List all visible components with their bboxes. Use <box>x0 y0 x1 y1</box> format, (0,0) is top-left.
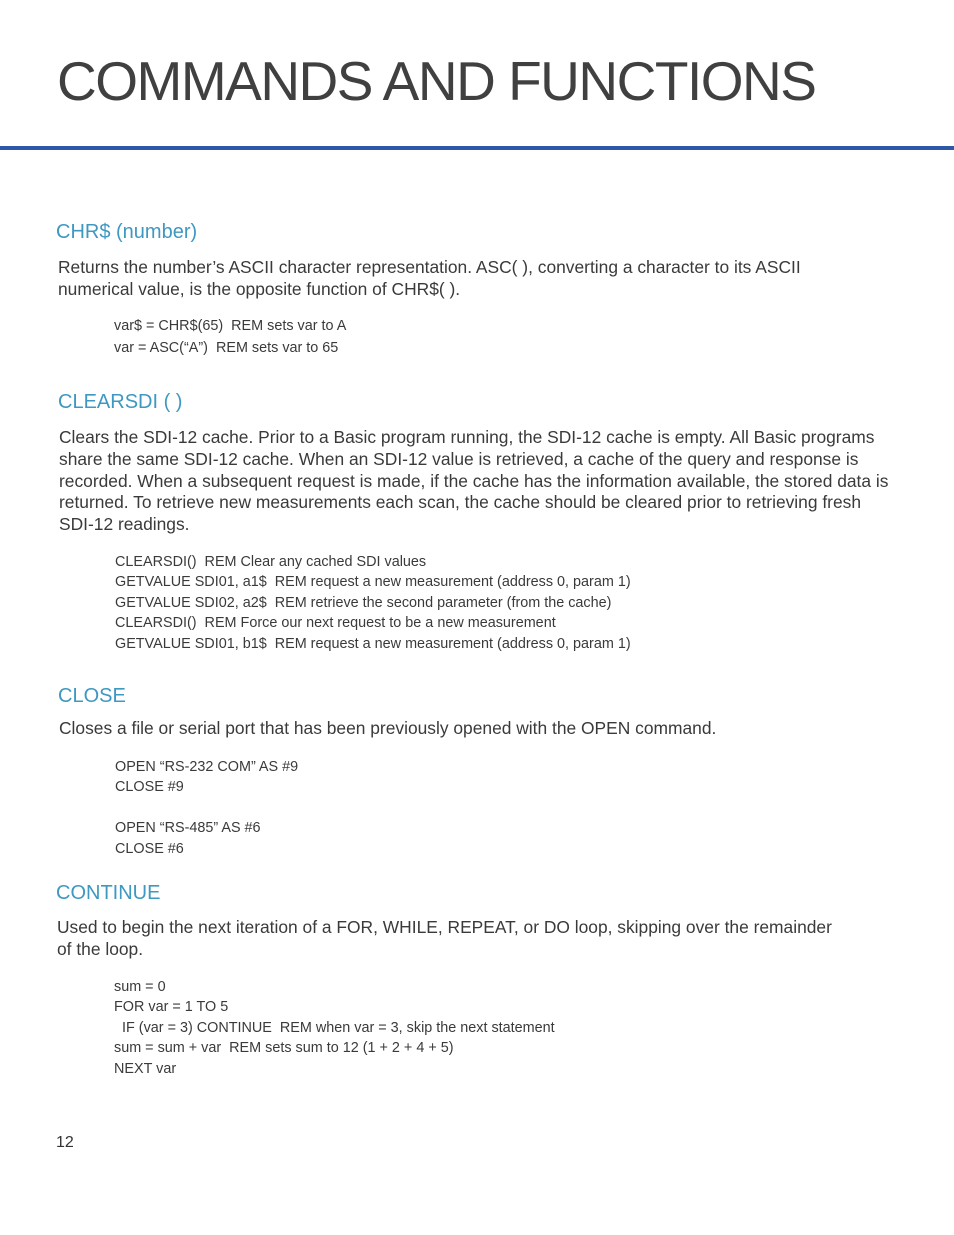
code-example-chr <box>114 315 346 359</box>
code-line: GETVALUE SDI01, b1$ REM request a new measurement (address 0, param 1) <box>115 635 631 652</box>
section-heading-close: CLOSE <box>58 685 126 707</box>
code-line: CLOSE #6 <box>115 840 184 857</box>
section-description-close: Closes a file or serial port that has been previously opened with the OPEN command. <box>59 718 717 738</box>
code-line: var$ = CHR$(65) REM sets var to A <box>114 318 347 334</box>
code-example-continue <box>114 977 555 1079</box>
code-line: sum = 0 <box>114 979 166 995</box>
code-line: NEXT var <box>114 1060 177 1077</box>
code-line: OPEN “RS-485” AS #6 <box>115 820 261 837</box>
code-line: sum = sum + var REM sets sum to 12 (1 + 2 + 4 + 5) <box>114 1040 454 1057</box>
title-divider <box>0 146 954 150</box>
section-description-chr: Returns the number’s ASCII character representation. ASC( ), converting a character to its ASCII numerical value, is the opposite function of CHR$( ). <box>58 257 801 299</box>
code-line: CLEARSDI() REM Clear any cached SDI values <box>115 554 427 570</box>
page-number: 12 <box>56 1134 74 1151</box>
page-title: COMMANDS AND FUNCTIONS <box>57 50 816 112</box>
code-example-clearsdi <box>115 552 631 654</box>
code-line: CLEARSDI() REM Force our next request to be a new measurement <box>115 615 556 632</box>
code-line: var = ASC(“A”) REM sets var to 65 <box>114 340 339 356</box>
code-line <box>115 798 298 818</box>
code-line: FOR var = 1 TO 5 <box>114 999 229 1016</box>
code-line: GETVALUE SDI01, a1$ REM request a new measurement (address 0, param 1) <box>115 574 631 591</box>
section-heading-continue: CONTINUE <box>56 882 161 904</box>
code-line: OPEN “RS-232 COM” AS #9 <box>115 759 299 775</box>
code-line: CLOSE #9 <box>115 779 184 796</box>
code-line: GETVALUE SDI02, a2$ REM retrieve the second parameter (from the cache) <box>115 594 612 611</box>
section-heading-clearsdi: CLEARSDI ( ) <box>58 391 183 413</box>
section-description-continue: Used to begin the next iteration of a FOR, WHILE, REPEAT, or DO loop, skipping over the remainder of the loop. <box>57 917 832 959</box>
code-example-close <box>115 757 298 859</box>
code-line: IF (var = 3) CONTINUE REM when var = 3, skip the next statement <box>114 1019 555 1036</box>
section-heading-chr: CHR$ (number) <box>56 221 198 243</box>
section-description-clearsdi: Clears the SDI-12 cache. Prior to a Basic program running, the SDI-12 cache is empty. All Basic programs share the same SDI-12 cache. When an SDI-12 value is retrieved, a cache of the query and response is recorded. When a subsequent request is made, if the cache has the information available, the stored data is returned. To retrieve new measurements each scan, the cache should be cleared prior to retrieving fresh SDI-12 readings. <box>59 427 889 535</box>
